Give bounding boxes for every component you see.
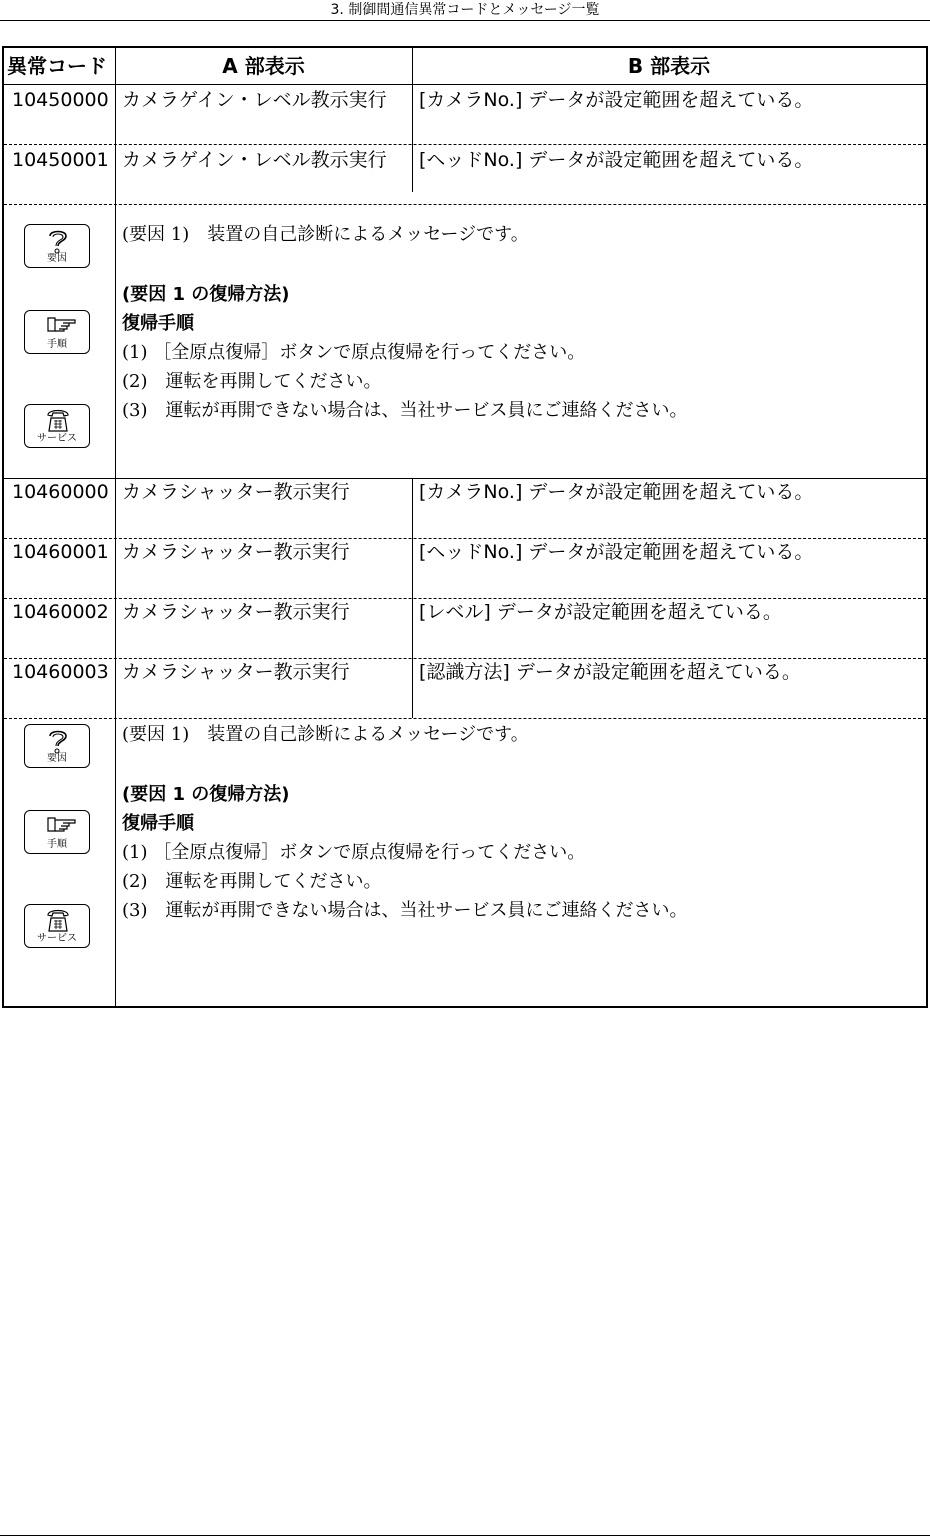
- error-code: 10460000: [12, 481, 109, 503]
- row-divider: [4, 144, 926, 145]
- recovery-title: (要因 1 の復帰方法): [122, 284, 290, 305]
- procedure-title: 復帰手順: [122, 813, 194, 834]
- step-2: (2) 運転を再開してください。: [122, 371, 382, 392]
- service-icon: [24, 904, 90, 948]
- column-header-b: B 部表示: [627, 54, 711, 78]
- error-code-table: [2, 46, 928, 1008]
- group-divider: [4, 478, 926, 479]
- service-icon: [24, 404, 90, 448]
- cause-text: (要因 1) 装置の自己診断によるメッセージです。: [122, 224, 529, 245]
- cause-text: (要因 1) 装置の自己診断によるメッセージです。: [122, 724, 529, 745]
- a-display: カメラゲイン・レベル教示実行: [122, 149, 387, 171]
- row-divider: [4, 718, 926, 719]
- row-divider: [4, 538, 926, 539]
- b-display: [カメラNo.] データが設定範囲を超えている。: [419, 89, 814, 111]
- col-divider-code: [115, 48, 116, 1006]
- step-1: (1) ［全原点復帰］ボタンで原点復帰を行ってください。: [122, 842, 586, 863]
- a-display: カメラシャッター教示実行: [122, 541, 350, 563]
- b-display: [カメラNo.] データが設定範囲を超えている。: [419, 481, 814, 503]
- column-header-a: A 部表示: [222, 54, 305, 78]
- b-display: [ヘッドNo.] データが設定範囲を超えている。: [419, 541, 814, 563]
- error-code: 10450000: [12, 89, 109, 111]
- step-3: (3) 運転が再開できない場合は、当社サービス員にご連絡ください。: [122, 400, 688, 421]
- header-underline: [4, 84, 926, 85]
- a-display: カメラシャッター教示実行: [122, 661, 350, 683]
- b-display: [ヘッドNo.] データが設定範囲を超えている。: [419, 149, 814, 171]
- recovery-block: [122, 280, 688, 425]
- b-display: [認識方法] データが設定範囲を超えている。: [419, 661, 801, 683]
- page-header: 3. 制御間通信異常コードとメッセージ一覧: [0, 0, 930, 21]
- procedure-title: 復帰手順: [122, 313, 194, 334]
- a-display: カメラシャッター教示実行: [122, 601, 350, 623]
- step-2: (2) 運転を再開してください。: [122, 871, 382, 892]
- step-3: (3) 運転が再開できない場合は、当社サービス員にご連絡ください。: [122, 900, 688, 921]
- error-code: 10460001: [12, 541, 109, 563]
- procedure-icon: [24, 310, 90, 354]
- a-display: カメラゲイン・レベル教示実行: [122, 89, 387, 111]
- procedure-icon-label: 手順: [47, 339, 67, 350]
- cause-icon-label: 要因: [47, 753, 67, 764]
- recovery-title: (要因 1 の復帰方法): [122, 784, 290, 805]
- procedure-icon-label: 手順: [47, 839, 67, 850]
- cause-icon: [24, 224, 90, 268]
- error-code: 10460003: [12, 661, 109, 683]
- step-1: (1) ［全原点復帰］ボタンで原点復帰を行ってください。: [122, 342, 586, 363]
- a-display: カメラシャッター教示実行: [122, 481, 350, 503]
- error-code: 10460002: [12, 601, 109, 623]
- column-header-code: 異常コード: [7, 54, 107, 78]
- error-code: 10450001: [12, 149, 109, 171]
- recovery-block: [122, 780, 688, 925]
- row-divider: [4, 658, 926, 659]
- service-icon-label: サービス: [37, 933, 77, 944]
- footer-rule: [0, 1535, 930, 1536]
- b-display: [レベル] データが設定範囲を超えている。: [419, 601, 782, 623]
- cause-icon: [24, 724, 90, 768]
- row-divider: [4, 598, 926, 599]
- cause-icon-label: 要因: [47, 253, 67, 264]
- procedure-icon: [24, 810, 90, 854]
- service-icon-label: サービス: [37, 433, 77, 444]
- row-divider: [4, 204, 926, 205]
